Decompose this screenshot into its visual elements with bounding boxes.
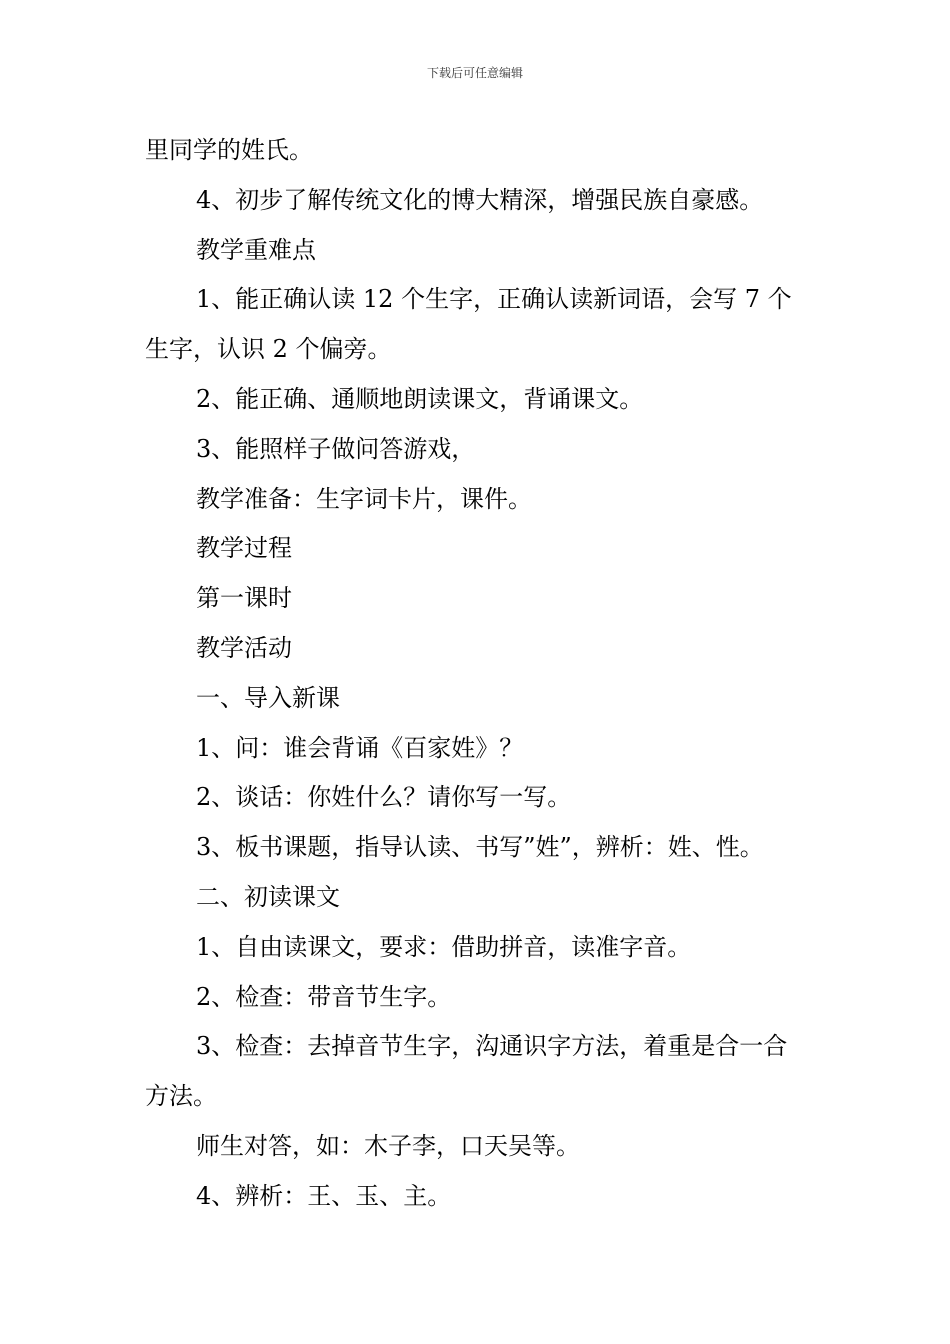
section-heading: 二、初读课文 xyxy=(196,882,340,911)
section-heading: 教学活动 xyxy=(196,633,292,662)
paragraph: 1、自由读课文，要求：借助拼音，读准字音。 xyxy=(196,932,692,961)
paragraph: 2、能正确、通顺地朗读课文，背诵课文。 xyxy=(196,384,644,413)
paragraph: 2、谈话：你姓什么？请你写一写。 xyxy=(196,783,572,812)
section-heading: 教学重难点 xyxy=(196,235,316,264)
paragraph: 2、检查：带音节生字。 xyxy=(196,982,452,1011)
paragraph: 3、检查：去掉音节生字，沟通识字方法，着重是合一合方法。 xyxy=(145,1032,788,1111)
section-heading: 一、导入新课 xyxy=(196,683,340,712)
paragraph: 3、板书课题，指导认读、书写”姓”，辨析：姓、性。 xyxy=(196,833,764,862)
paragraph: 里同学的姓氏。 xyxy=(145,136,313,164)
document-body xyxy=(145,126,810,1222)
paragraph: 1、问：谁会背诵《百家姓》？ xyxy=(196,733,524,762)
paragraph: 教学准备：生字词卡片，课件。 xyxy=(196,484,532,513)
section-heading: 第一课时 xyxy=(196,584,292,613)
section-heading: 教学过程 xyxy=(196,534,292,563)
page-header: 下载后可任意编辑 xyxy=(426,66,523,80)
paragraph: 1、能正确认读 12 个生字，正确认读新词语，会写 7 个生字，认识 2 个偏旁。 xyxy=(145,285,792,364)
paragraph: 师生对答，如：木子李，口天吴等。 xyxy=(196,1131,580,1160)
paragraph: 4、初步了解传统文化的博大精深，增强民族自豪感。 xyxy=(196,185,764,214)
paragraph: 4、辨析：王、玉、主。 xyxy=(196,1181,452,1210)
paragraph: 3、能照样子做问答游戏， xyxy=(196,434,476,463)
